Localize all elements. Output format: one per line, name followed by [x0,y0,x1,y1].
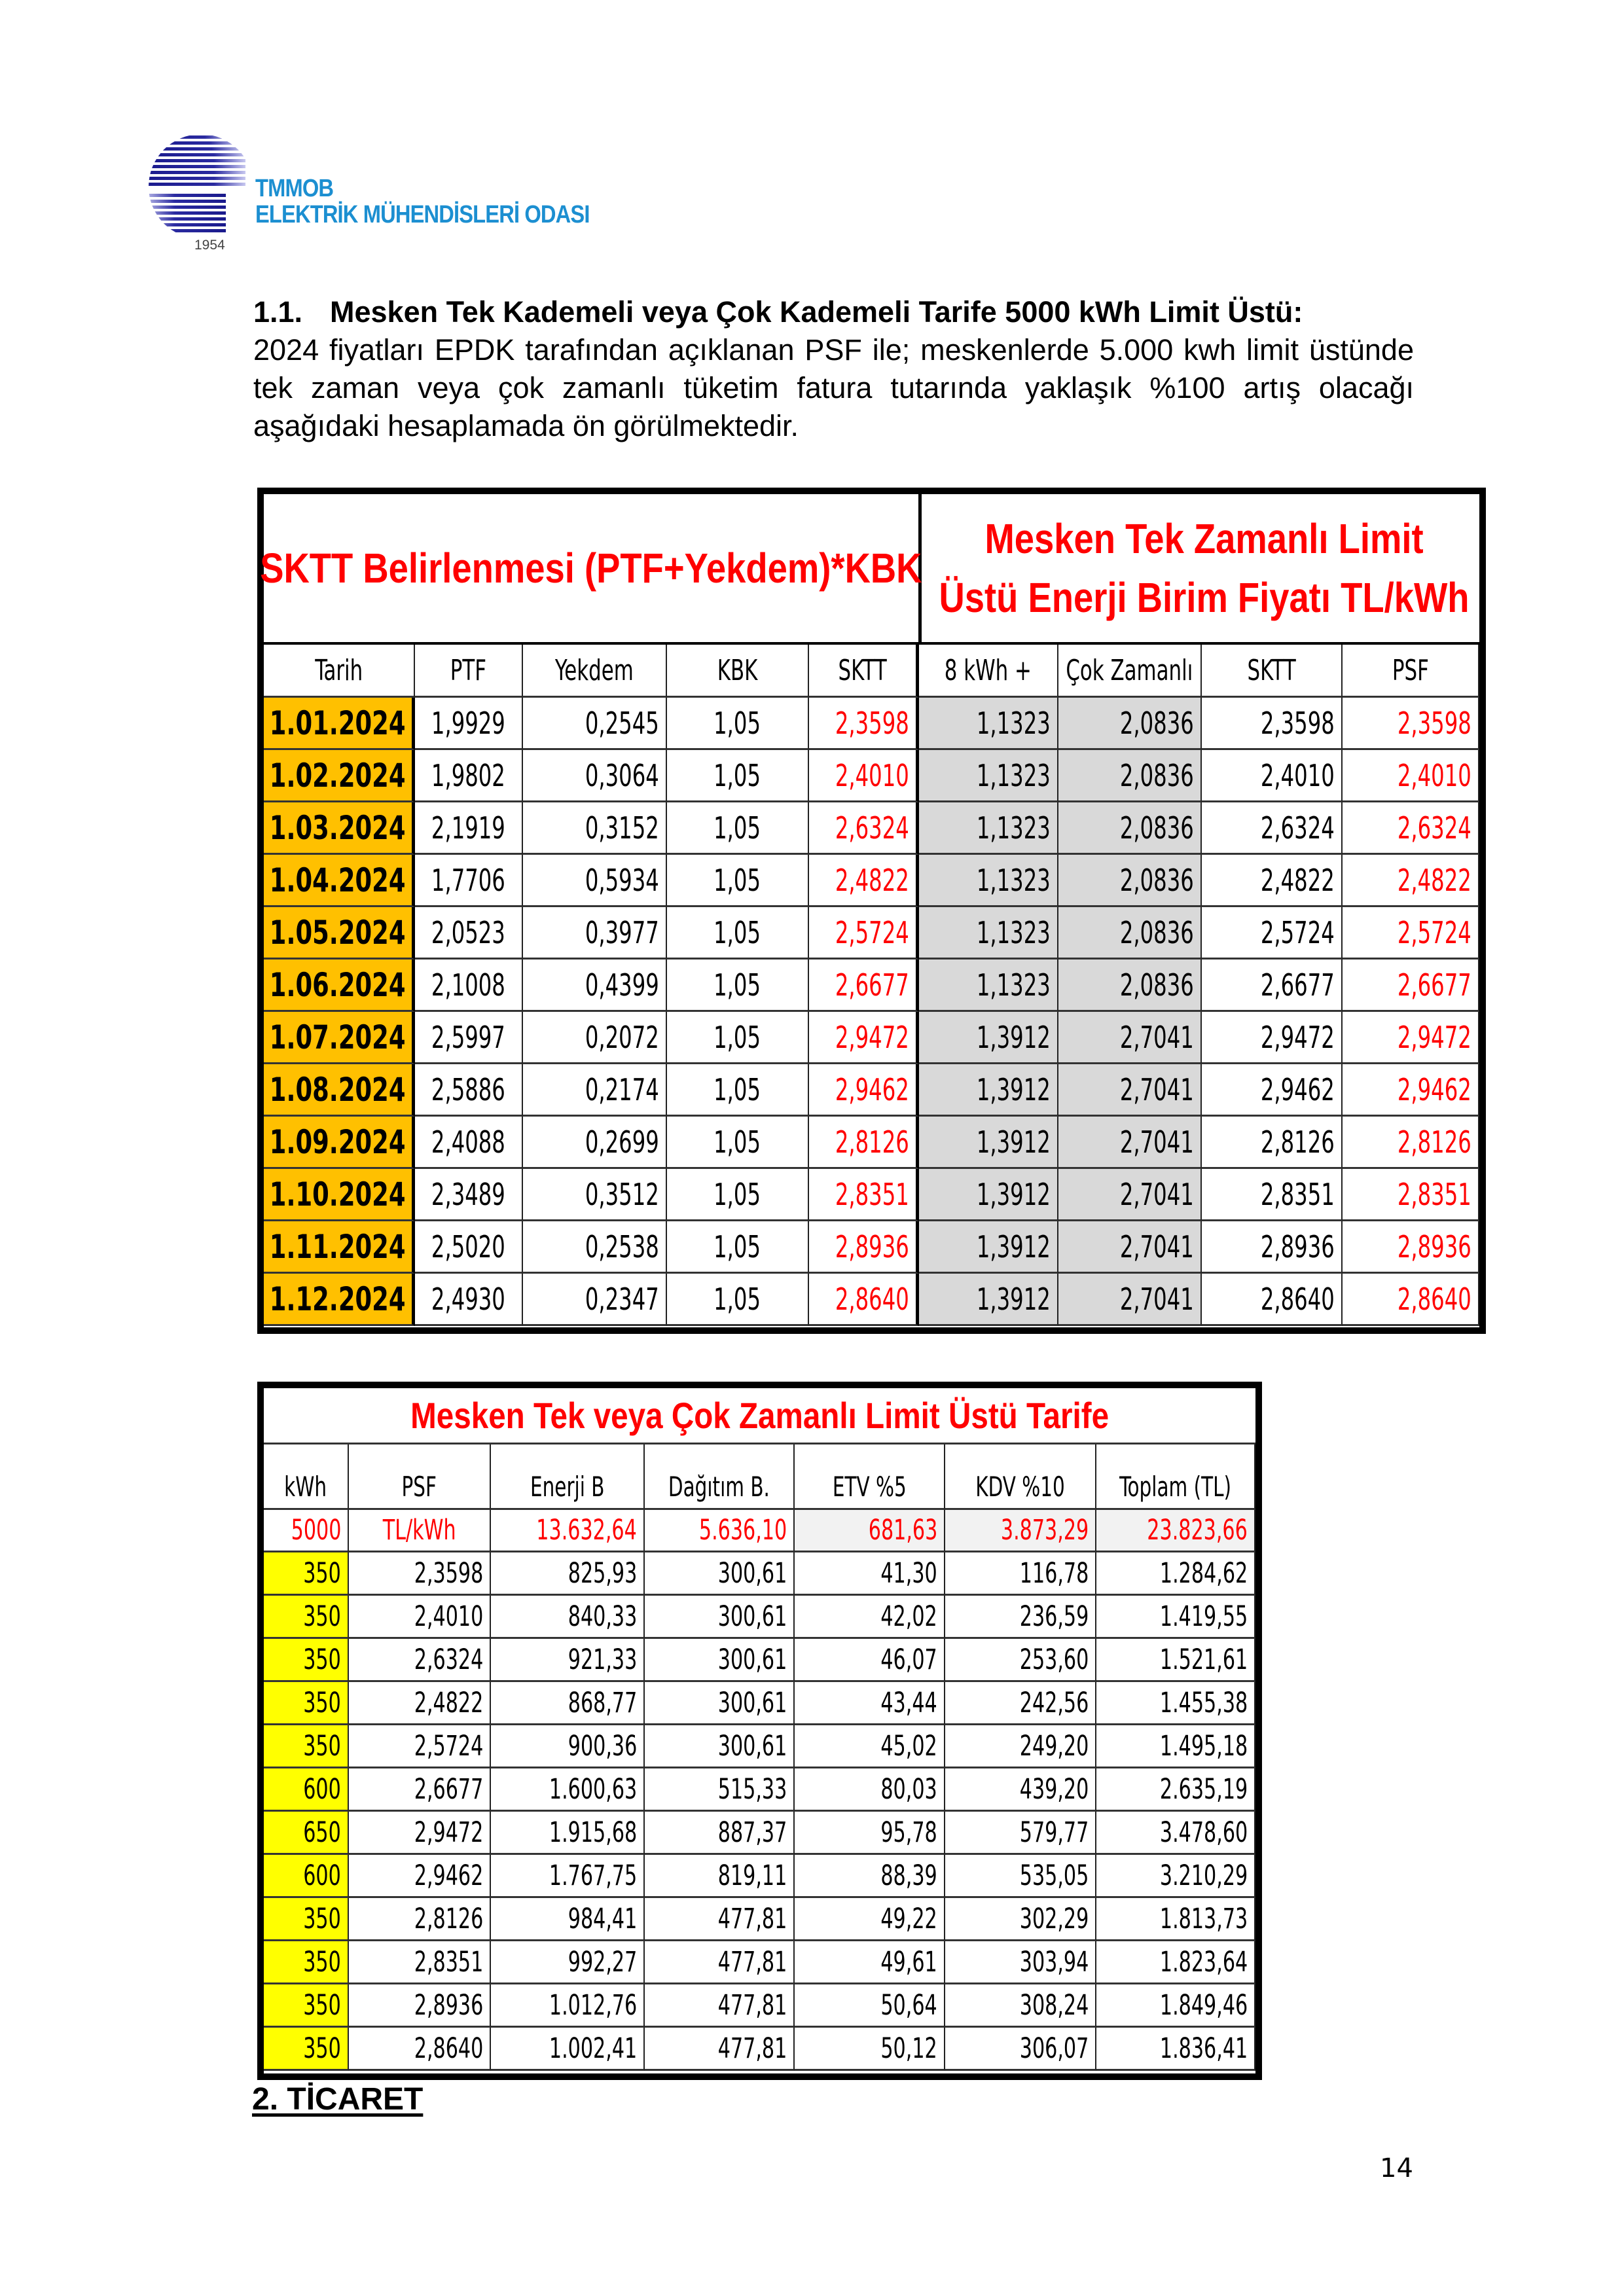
table2-cell: 2,9462 [349,1855,491,1898]
table1-date-cell: 1.02.2024 [264,750,415,802]
table2-cell: 2,5724 [349,1725,491,1768]
table2-cell: 302,29 [945,1898,1096,1941]
table2-summary-cell: 681,63 [795,1510,945,1552]
table1-cell: 2,8640 [809,1274,919,1326]
table2-cell: 477,81 [645,1984,795,2028]
table2-cell: 2,8640 [349,2028,491,2071]
table2-summary-cell: 13.632,64 [491,1510,645,1552]
table2-kwh-cell: 350 [264,2028,349,2071]
table2-cell: 2,3598 [349,1552,491,1596]
table2-cell: 992,27 [491,1941,645,1984]
table2-cell: 579,77 [945,1812,1096,1855]
table1-cell: 2,9472 [1343,1012,1479,1064]
table2-kwh-cell: 350 [264,1682,349,1725]
table1-cell: 1,9802 [415,750,523,802]
table2-cell: 1.419,55 [1096,1596,1255,1639]
table2-cell: 1.915,68 [491,1812,645,1855]
table1-cell: 2,8351 [809,1169,919,1221]
table1-cell: 1,05 [667,750,809,802]
table2-header-0: kWh [264,1444,349,1510]
table1-header-0: Tarih [264,645,415,698]
limit-ustu-tarife-table [257,1382,1262,2080]
table2-cell: 477,81 [645,1941,795,1984]
table2-cell: 515,33 [645,1768,795,1812]
table1-cell: 2,9472 [809,1012,919,1064]
table1-header-3: KBK [667,645,809,698]
table2-cell: 303,94 [945,1941,1096,1984]
table2-cell: 43,44 [795,1682,945,1725]
table1-cell: 2,4010 [809,750,919,802]
table2-cell: 249,20 [945,1725,1096,1768]
table1-cell: 2,0836 [1058,750,1202,802]
table1-cell: 2,7041 [1058,1274,1202,1326]
table2-cell: 840,33 [491,1596,645,1639]
table1-header-8: PSF [1343,645,1479,698]
table1-cell: 1,05 [667,802,809,855]
table1-cell: 2,8351 [1202,1169,1343,1221]
table1-date-cell: 1.04.2024 [264,855,415,907]
table1-cell: 1,05 [667,855,809,907]
table2-cell: 49,61 [795,1941,945,1984]
table1-cell: 2,5724 [809,907,919,960]
table2-cell: 535,05 [945,1855,1096,1898]
table2-cell: 80,03 [795,1768,945,1812]
table1-cell: 1,1323 [919,855,1058,907]
table1-cell: 1,3912 [919,1117,1058,1169]
table1-cell: 0,2072 [523,1012,667,1064]
table1-cell: 1,9929 [415,698,523,750]
table2-cell: 477,81 [645,1898,795,1941]
table1-cell: 2,8351 [1343,1169,1479,1221]
table1-cell: 2,5724 [1343,907,1479,960]
table1-header-2: Yekdem [523,645,667,698]
table1-cell: 1,05 [667,1117,809,1169]
table2-cell: 42,02 [795,1596,945,1639]
table2-kwh-cell: 350 [264,1639,349,1682]
table1-header-7: SKTT [1202,645,1343,698]
table1-cell: 2,7041 [1058,1169,1202,1221]
table2-kwh-cell: 350 [264,1552,349,1596]
table1-cell: 2,4822 [809,855,919,907]
table1-cell: 2,7041 [1058,1064,1202,1117]
logo-org-line2: ELEKTRİK MÜHENDİSLERİ ODASI [255,201,590,228]
table1-cell: 2,4010 [1343,750,1479,802]
table1-cell: 0,3152 [523,802,667,855]
section-number: 1.1. [253,295,303,329]
tmmob-emo-logo [141,134,625,259]
table1-cell: 2,5886 [415,1064,523,1117]
table1-cell: 2,5997 [415,1012,523,1064]
table2-kwh-cell: 600 [264,1855,349,1898]
table1-cell: 1,3912 [919,1169,1058,1221]
table1-cell: 2,8936 [1202,1221,1343,1274]
table1-cell: 1,1323 [919,960,1058,1012]
table2-cell: 41,30 [795,1552,945,1596]
table2-cell: 300,61 [645,1596,795,1639]
table2-cell: 3.478,60 [1096,1812,1255,1855]
table1-header-5: 8 kWh + [919,645,1058,698]
table1-date-cell: 1.01.2024 [264,698,415,750]
table1-cell: 2,9462 [809,1064,919,1117]
table2-cell: 50,12 [795,2028,945,2071]
table2-cell: 236,59 [945,1596,1096,1639]
table1-cell: 2,6324 [1202,802,1343,855]
table1-cell: 2,6324 [1343,802,1479,855]
table1-cell: 1,3912 [919,1064,1058,1117]
table1-cell: 1,05 [667,1274,809,1326]
table1-cell: 2,8640 [1343,1274,1479,1326]
table1-date-cell: 1.11.2024 [264,1221,415,1274]
table2-cell: 49,22 [795,1898,945,1941]
logo-year: 1954 [194,238,225,253]
table2-cell: 868,77 [491,1682,645,1725]
table1-cell: 2,6677 [1202,960,1343,1012]
table1-cell: 1,05 [667,1221,809,1274]
table2-kwh-cell: 650 [264,1812,349,1855]
table2-kwh-cell: 350 [264,1596,349,1639]
table1-date-cell: 1.05.2024 [264,907,415,960]
table2-kwh-cell: 350 [264,1984,349,2028]
table2-cell: 1.836,41 [1096,2028,1255,2071]
table1-cell: 1,7706 [415,855,523,907]
table1-cell: 2,8126 [1343,1117,1479,1169]
table1-cell: 2,0836 [1058,960,1202,1012]
table2-header-5: KDV %10 [945,1444,1096,1510]
table2-cell: 95,78 [795,1812,945,1855]
section-intro [253,293,1414,445]
table2-cell: 2,6324 [349,1639,491,1682]
section-heading [253,293,1414,331]
table1-date-cell: 1.08.2024 [264,1064,415,1117]
table1-date-cell: 1.09.2024 [264,1117,415,1169]
table1-cell: 2,7041 [1058,1117,1202,1169]
table1-cell: 1,3912 [919,1274,1058,1326]
table2-kwh-cell: 600 [264,1768,349,1812]
table2-summary-cell: 5000 [264,1510,349,1552]
table2-cell: 116,78 [945,1552,1096,1596]
table2-header-3: Dağıtım B. [645,1444,795,1510]
table1-cell: 0,3064 [523,750,667,802]
table2-cell: 1.012,76 [491,1984,645,2028]
table1-cell: 2,0836 [1058,698,1202,750]
table2-cell: 242,56 [945,1682,1096,1725]
table2-cell: 2.635,19 [1096,1768,1255,1812]
table1-date-cell: 1.07.2024 [264,1012,415,1064]
table2-cell: 2,8126 [349,1898,491,1941]
table1-title-right-line2: Üstü Enerji Birim Fiyatı TL/kWh [938,574,1470,621]
table1-cell: 2,0523 [415,907,523,960]
table2-cell: 439,20 [945,1768,1096,1812]
table2-summary-cell: TL/kWh [349,1510,491,1552]
table2-cell: 306,07 [945,2028,1096,2071]
table1-cell: 1,1323 [919,750,1058,802]
table2-kwh-cell: 350 [264,1898,349,1941]
table1-title-right-line1: Mesken Tek Zamanlı Limit [984,515,1424,562]
table1-cell: 2,5724 [1202,907,1343,960]
table1-cell: 1,05 [667,907,809,960]
table2-cell: 2,8936 [349,1984,491,2028]
sktt-price-table [257,488,1486,1334]
table1-cell: 2,6324 [809,802,919,855]
table2-cell: 1.600,63 [491,1768,645,1812]
table2-cell: 2,4822 [349,1682,491,1725]
table1-cell: 1,1323 [919,802,1058,855]
table1-date-cell: 1.03.2024 [264,802,415,855]
table2-cell: 300,61 [645,1639,795,1682]
table2-summary-cell: 3.873,29 [945,1510,1096,1552]
logo-org-line1: TMMOB [255,175,334,202]
table1-cell: 2,8936 [1343,1221,1479,1274]
table1-cell: 1,1323 [919,907,1058,960]
table1-cell: 1,05 [667,960,809,1012]
table2-cell: 1.521,61 [1096,1639,1255,1682]
table1-date-cell: 1.10.2024 [264,1169,415,1221]
table1-cell: 2,3598 [1202,698,1343,750]
table2-header-4: ETV %5 [795,1444,945,1510]
table2-cell: 900,36 [491,1725,645,1768]
table2-title: Mesken Tek veya Çok Zamanlı Limit Üstü Tarife [264,1388,1255,1444]
table1-cell: 2,7041 [1058,1221,1202,1274]
table1-date-cell: 1.12.2024 [264,1274,415,1326]
table2-cell: 921,33 [491,1639,645,1682]
table1-cell: 1,3912 [919,1012,1058,1064]
table2-cell: 825,93 [491,1552,645,1596]
table2-summary-cell: 5.636,10 [645,1510,795,1552]
table1-cell: 2,3598 [809,698,919,750]
table2-cell: 45,02 [795,1725,945,1768]
table1-date-cell: 1.06.2024 [264,960,415,1012]
table2-cell: 1.849,46 [1096,1984,1255,2028]
table1-title-left: SKTT Belirlenmesi (PTF+Yekdem)*KBK [264,494,922,645]
table1-cell: 2,4088 [415,1117,523,1169]
table1-cell: 2,8640 [1202,1274,1343,1326]
table1-cell: 2,4822 [1343,855,1479,907]
table1-cell: 0,2699 [523,1117,667,1169]
table1-cell: 0,2545 [523,698,667,750]
table1-cell: 2,4930 [415,1274,523,1326]
table2-cell: 1.767,75 [491,1855,645,1898]
table2-cell: 819,11 [645,1855,795,1898]
table1-cell: 2,7041 [1058,1012,1202,1064]
table1-cell: 0,3977 [523,907,667,960]
table1-header-4: SKTT [809,645,919,698]
table1-cell: 2,6677 [1343,960,1479,1012]
table1-cell: 2,6677 [809,960,919,1012]
table2-cell: 300,61 [645,1682,795,1725]
table1-cell: 1,3912 [919,1221,1058,1274]
table2-cell: 2,9472 [349,1812,491,1855]
table2-cell: 984,41 [491,1898,645,1941]
table1-cell: 1,05 [667,1064,809,1117]
table1-header-6: Çok Zamanlı [1058,645,1202,698]
table2-cell: 1.455,38 [1096,1682,1255,1725]
table1-cell: 2,8936 [809,1221,919,1274]
table2-cell: 50,64 [795,1984,945,2028]
table2-cell: 1.495,18 [1096,1725,1255,1768]
table1-cell: 2,0836 [1058,907,1202,960]
table2-kwh-cell: 350 [264,1941,349,1984]
table2-cell: 1.284,62 [1096,1552,1255,1596]
table2-cell: 1.813,73 [1096,1898,1255,1941]
table1-cell: 1,05 [667,698,809,750]
table1-cell: 2,4010 [1202,750,1343,802]
table2-cell: 46,07 [795,1639,945,1682]
table2-header-2: Enerji B [491,1444,645,1510]
table1-cell: 2,3489 [415,1169,523,1221]
table1-cell: 1,05 [667,1169,809,1221]
table2-cell: 2,8351 [349,1941,491,1984]
table1-cell: 2,0836 [1058,802,1202,855]
next-section-heading: 2. TİCARET [252,2082,424,2117]
table1-cell: 2,1919 [415,802,523,855]
table2-cell: 308,24 [945,1984,1096,2028]
table2-cell: 3.210,29 [1096,1855,1255,1898]
table1-cell: 2,8126 [1202,1117,1343,1169]
section-paragraph: 2024 fiyatları EPDK tarafından açıklanan PSF ile; meskenlerde 5.000 kwh limit üstünde tek zaman veya çok zamanlı tüketim fatura tutarında yaklaşık %100 artış olacağı aşağıdaki hesaplamada ön görülmektedir. [253,333,1414,442]
table2-cell: 253,60 [945,1639,1096,1682]
table1-cell: 0,2347 [523,1274,667,1326]
table1-cell: 1,05 [667,1012,809,1064]
table1-cell: 2,9462 [1202,1064,1343,1117]
table2-cell: 1.823,64 [1096,1941,1255,1984]
table1-cell: 2,5020 [415,1221,523,1274]
table1-cell: 0,2174 [523,1064,667,1117]
table2-cell: 477,81 [645,2028,795,2071]
table2-kwh-cell: 350 [264,1725,349,1768]
table1-cell: 2,0836 [1058,855,1202,907]
section-title: Mesken Tek Kademeli veya Çok Kademeli Tarife 5000 kWh Limit Üstü: [330,295,1303,329]
table1-cell: 0,4399 [523,960,667,1012]
table1-cell: 2,8126 [809,1117,919,1169]
table1-cell: 0,3512 [523,1169,667,1221]
table2-header-1: PSF [349,1444,491,1510]
table2-header-6: Toplam (TL) [1096,1444,1255,1510]
page-number: 14 [1380,2153,1413,2183]
logo-globe-stripes-icon [141,134,252,239]
table1-cell: 2,9472 [1202,1012,1343,1064]
table2-cell: 88,39 [795,1855,945,1898]
table1-cell: 1,1323 [919,698,1058,750]
table2-summary-cell: 23.823,66 [1096,1510,1255,1552]
table2-cell: 887,37 [645,1812,795,1855]
table2-cell: 1.002,41 [491,2028,645,2071]
table1-cell: 2,1008 [415,960,523,1012]
table2-cell: 300,61 [645,1552,795,1596]
table1-cell: 0,5934 [523,855,667,907]
table1-cell: 2,9462 [1343,1064,1479,1117]
table1-cell: 2,3598 [1343,698,1479,750]
table2-cell: 300,61 [645,1725,795,1768]
table1-header-1: PTF [415,645,523,698]
table1-cell: 0,2538 [523,1221,667,1274]
table1-cell: 2,4822 [1202,855,1343,907]
table1-title-right [922,494,1486,645]
table2-cell: 2,6677 [349,1768,491,1812]
table2-cell: 2,4010 [349,1596,491,1639]
